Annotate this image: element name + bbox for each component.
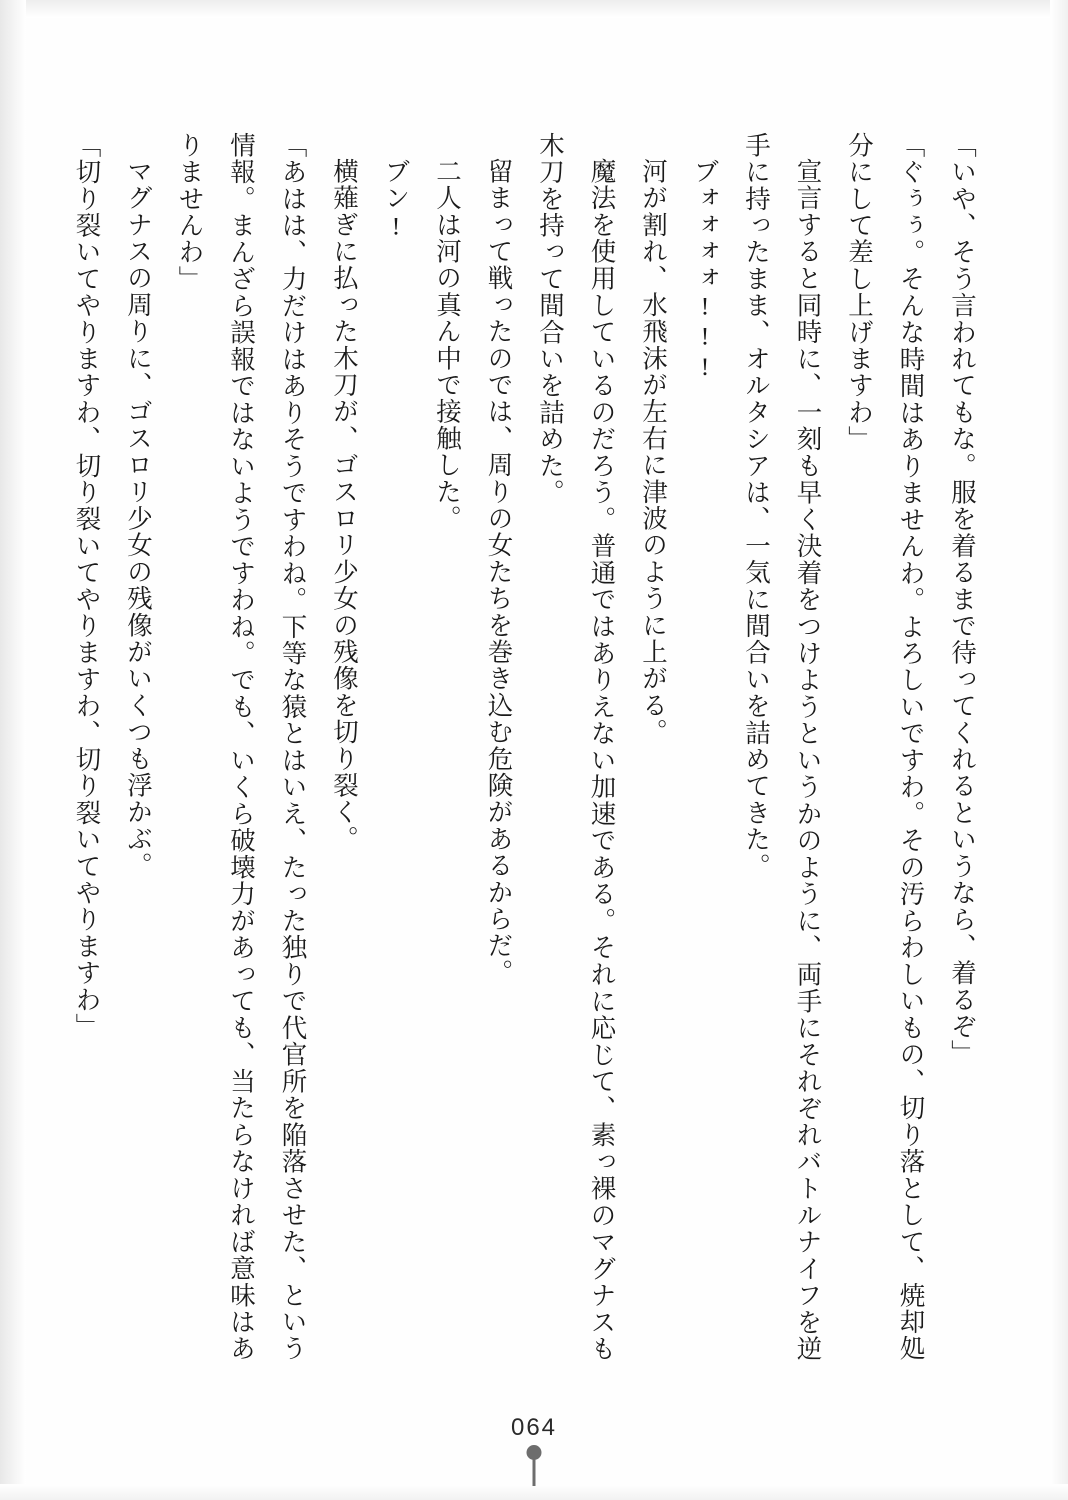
paragraph: 宣言すると同時に、一刻も早く決着をつけようというかのように、両手にそれぞれバトルナイフを逆手に持ったまま、オルタシアは、一気に間合いを詰めてきた。 <box>742 132 823 1362</box>
footer-line-ornament <box>533 1452 536 1486</box>
paragraph: ブォォォォ!!! <box>690 157 720 382</box>
paragraph: 「いや、そう言われてもな。服を着るまで待ってくれるというなら、着るぞ」 <box>948 132 977 1067</box>
paragraph: 魔法を使用しているのだろう。普通ではありえない加速である。それに応じて、素っ裸のマグナスも木刀を持って間合いを詰めた。 <box>536 132 617 1362</box>
paragraph: マグナスの周りに、ゴスロリ少女の残像がいくつも浮かぶ。 <box>124 157 153 879</box>
paragraph: 「ぐぅぅ。そんな時間はありませんわ。よろしいですわ。その汚らわしいもの、切り落として、焼却処分にして差し上げますわ」 <box>845 132 926 1362</box>
page-text-body <box>72 132 988 1362</box>
paragraph: 「あはは、力だけはありそうですわね。下等な猿とはいえ、たった独りで代官所を陥落させた、という情報。まんざら誤報ではないようですわね。でも、いくら破壊力があっても、当たらなければ意味はありませんわ」 <box>175 132 308 1362</box>
page-edge-bottom-shading <box>0 1484 1068 1500</box>
page-edge-top-shading <box>0 0 1068 18</box>
page-edge-right-shading <box>1050 0 1068 1500</box>
paragraph: 留まって戦ったのでは、周りの女たちを巻き込む危険があるからだ。 <box>484 157 514 986</box>
page-number: 064 <box>510 1414 558 1441</box>
paragraph: 二人は河の真ん中で接触した。 <box>433 157 462 532</box>
page-edge-left-shading <box>0 0 26 1500</box>
paragraph: ブン! <box>381 157 411 242</box>
paragraph: 横薙ぎに払った木刀が、ゴスロリ少女の残像を切り裂く。 <box>330 157 359 852</box>
paragraph: 河が割れ、水飛沫が左右に津波のように上がる。 <box>639 157 668 745</box>
paragraph: 「切り裂いてやりますわ、切り裂いてやりますわ、切り裂いてやりますわ」 <box>72 132 102 1040</box>
